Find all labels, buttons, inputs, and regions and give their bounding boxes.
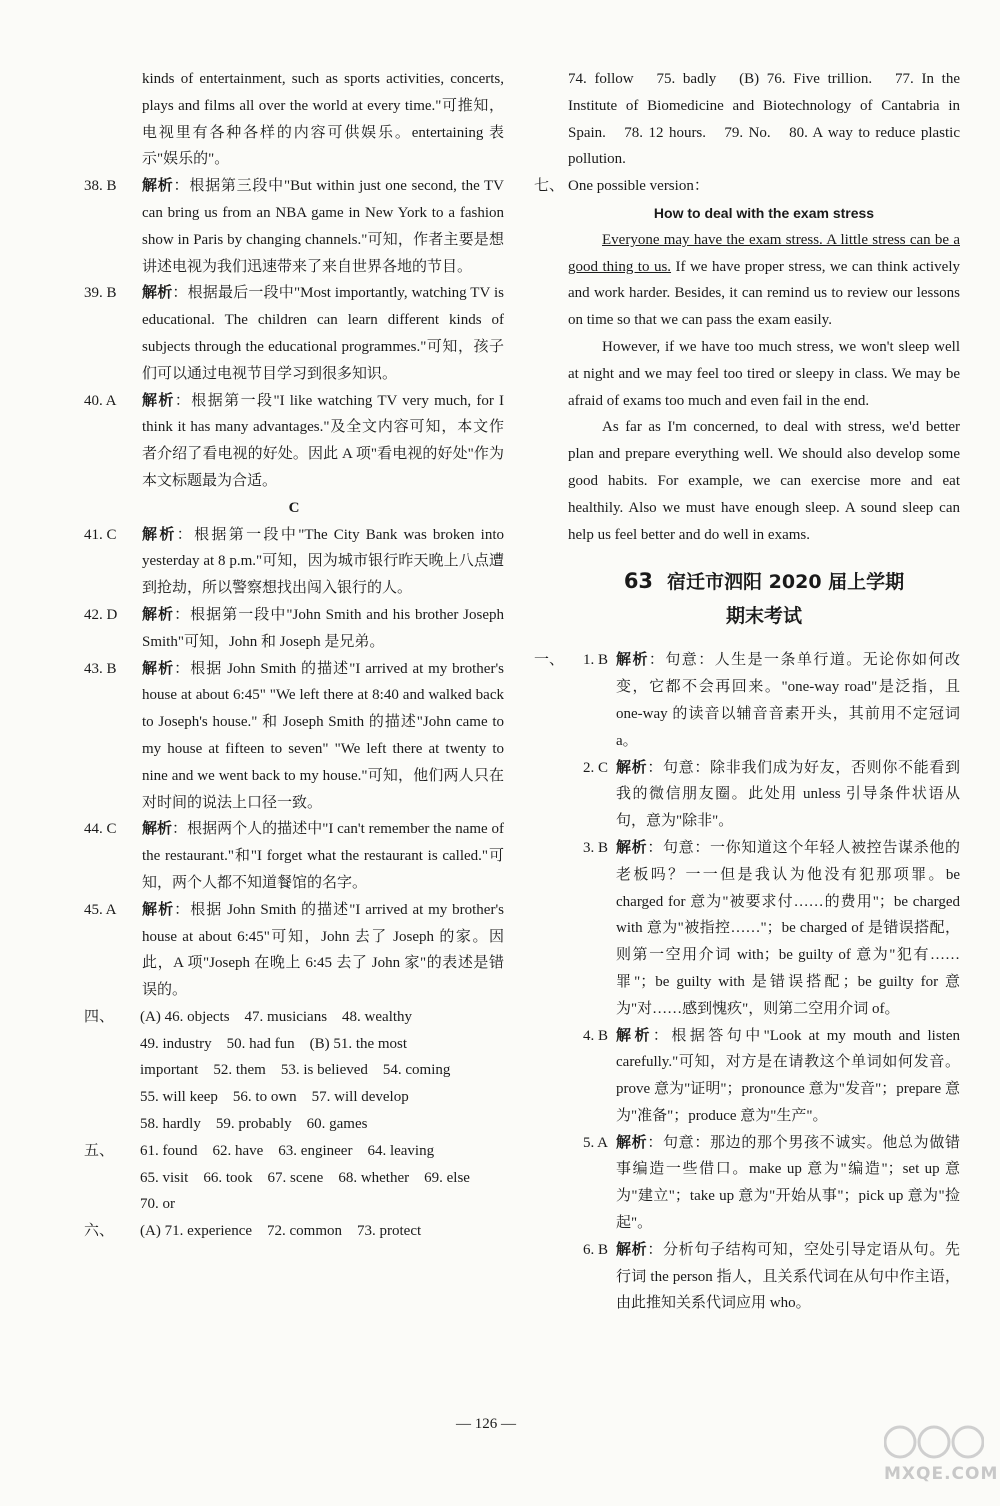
section-label: 七、	[534, 178, 565, 195]
section-7-heading	[534, 173, 960, 200]
answer-number: 6. B	[582, 1241, 608, 1258]
answer-number: 39. B	[84, 285, 117, 302]
answer-line: 58. hardly 59. probably 60. games	[140, 1116, 368, 1133]
section-label: 一、	[534, 652, 565, 669]
answer-line: 61. found 62. have 63. engineer 64. leaving	[140, 1142, 435, 1159]
exam-title-line-1: 宿迁市泗阳 2020 届上学期	[667, 571, 905, 594]
essay-paragraph-2: However, if we have too much stress, we won't sleep well at night and we may feel too tired or sleepy in class. We may be afraid of exams too much and even fail in the end.	[568, 338, 960, 409]
answer-line: 49. industry 50. had fun (B) 51. the most	[140, 1035, 408, 1052]
answer-line: (A) 46. objects 47. musicians 48. wealthy	[140, 1008, 413, 1025]
answer-line: important 52. them 53. is believed 54. coming	[140, 1062, 451, 1079]
analysis-label: 解析	[142, 660, 175, 677]
answer-number: 45. A	[84, 901, 117, 918]
analysis-text: ：根据 John Smith 的描述"I arrived at my brother's house at about 6:45" "We left there at 8:40 and walked back to Joseph's house." 和 Joseph Smith 的描述"John came to my house at fifteen to seven" "We left there at twenty to nine and we went back to my house."可知，他们两人只在对时间的说法上口径一致。	[142, 660, 504, 811]
section-6-continuation: 74. follow 75. badly (B) 76. Five trillion. 77. In the Institute of Biomedicine and Biotechnology of Cantabria in Spain. 78. 12 hours. 79. No. 80. A way to reduce plastic pollution.	[568, 71, 960, 168]
answer-line: 65. visit 66. took 67. scene 68. whether 69. else	[140, 1169, 470, 1186]
answer-number: 2. C	[582, 759, 608, 776]
exam-title-line-2: 期末考试	[725, 605, 802, 628]
analysis-label: 解析	[616, 759, 648, 776]
analysis-text: ：根据两个人的描述中"I can't remember the name of the restaurant."和"I forget what the restaurant is called."可知，两个人都不知道餐馆的名字。	[142, 821, 504, 891]
answer-5	[568, 1130, 960, 1237]
analysis-text: ：根据第一段"I like watching TV very much, for I think it has many advantages."及全文内容可知，本文作者介绍了看电视的好处。因此 A 项"看电视的好处"作为本文标题最为合适。	[142, 392, 504, 489]
answer-38	[84, 173, 504, 280]
answer-1	[534, 647, 960, 754]
right-column	[534, 66, 960, 1317]
analysis-text: ：句意：除非我们成为好友，否则你不能看到我的微信朋友圈。此处用 unless 引导条件状语从句，意为"除非"。	[616, 759, 960, 830]
analysis-label: 解析	[142, 821, 173, 838]
answer-line: 55. will keep 56. to own 57. will develop	[140, 1089, 409, 1106]
analysis-label: 解析	[142, 606, 175, 623]
answer-4	[568, 1023, 960, 1130]
answer-number: 43. B	[84, 660, 117, 677]
analysis-label: 解析	[142, 901, 175, 918]
q37-continuation: kinds of entertainment, such as sports activities, concerts, plays and films all over the world at every time."可推知，电视里有各种各样的内容可供娱乐。entertaining 表示"娱乐的"。	[142, 71, 504, 168]
section-label: 六、	[84, 1223, 115, 1240]
analysis-label: 解析	[616, 1241, 648, 1258]
analysis-text: ：根据第一段中"The City Bank was broken into yesterday at 8 p.m."可知，因为城市银行昨天晚上八点遭到抢劫，所以警察想找出闯入银行的人。	[142, 526, 504, 597]
section-c-heading: C	[288, 499, 300, 516]
analysis-label: 解析	[616, 652, 649, 669]
analysis-label: 解析	[616, 1134, 648, 1151]
underlined-sentence: Everyone may have the exam stress. A little stress can be a good thing to us.	[568, 231, 960, 275]
exam-heading	[568, 564, 960, 633]
analysis-text: ：根据第三段中"But within just one second, the TV can bring us from an NBA game in New York to a fashion show in Paris by changing channels."可知，作者主要是想讲述电视为我们迅速带来了来自世界各地的节目。	[142, 178, 504, 275]
analysis-text: ：分析句子结构可知，空处引导定语从句。先行词 the person 指人，且关系代词在从句中作主语，由此推知关系代词应用 who。	[616, 1241, 960, 1312]
answer-number: 41. C	[84, 526, 117, 543]
answer-45	[84, 897, 504, 1004]
analysis-text: ：句意：那边的那个男孩不诚实。他总为做错事编造一些借口。make up 意为"编造"；set up 意为"建立"；take up 意为"开始从事"；pick up 意为"捡起"。	[616, 1134, 960, 1232]
essay-title: How to deal with the exam stress	[653, 204, 875, 221]
answer-40	[84, 388, 504, 495]
answer-number: 1. B	[582, 652, 608, 669]
answer-number: 44. C	[84, 821, 117, 838]
answer-42	[84, 602, 504, 656]
analysis-label: 解析	[142, 392, 175, 409]
answer-43	[84, 656, 504, 817]
analysis-text: ：根据 John Smith 的描述"I arrived at my brother's house at about 6:45"可知，John 去了 Joseph 的家。因此，A 项"Joseph 在晚上 6:45 去了 John 家"的表述是错误的。	[142, 901, 504, 999]
answer-2	[568, 755, 960, 835]
analysis-label: 解析	[616, 839, 648, 856]
essay-paragraph-1	[568, 227, 960, 334]
analysis-text: ：根据最后一段中"Most importantly, watching TV is educational. The children can learn different kinds of subjects through the educational programmes."可知，孩子们可以通过电视节目学习到很多知识。	[142, 285, 504, 382]
analysis-label: 解析	[142, 526, 177, 543]
analysis-label: 解析	[142, 285, 173, 302]
section-label: 四、	[84, 1008, 115, 1025]
answer-3	[568, 835, 960, 1023]
answer-number: 5. A	[582, 1134, 608, 1151]
exam-number: 63	[623, 569, 654, 594]
analysis-text: ：根据第一段中"John Smith and his brother Joseph Smith"可知，John 和 Joseph 是兄弟。	[142, 606, 504, 650]
answer-39	[84, 280, 504, 387]
section-6-answers	[84, 1218, 504, 1245]
watermark-badge-icon	[884, 1418, 984, 1464]
essay-paragraph-3: As far as I'm concerned, to deal with stress, we'd better plan and prepare everything well. We should also develop some good habits. For example, we can exercise more and eat healthily. Also we must have enough sleep. A sound sleep can help us feel better and do well in exams.	[568, 419, 960, 543]
answer-6	[568, 1237, 960, 1317]
section-text: One possible version：	[568, 178, 709, 195]
essay-text: If we have proper stress, we can think actively and work harder. Besides, it can remind us to review our lessons on time so that we can pass the exam easily.	[568, 258, 960, 329]
answer-number: 38. B	[84, 178, 117, 195]
analysis-text: ：句意：人生是一条单行道。无论你如何改变，它都不会再回来。"one-way road"是泛指，且 one-way 的读音以辅音音素开头，其前用不定冠词a。	[616, 652, 960, 749]
answer-number: 40. A	[84, 392, 117, 409]
answer-number: 3. B	[582, 839, 608, 856]
analysis-text: ：根据答句中"Look at my mouth and listen carefully."可知，对方是在请教这个单词如何发音。prove 意为"证明"；pronounce 意为"发音"；prepare 意为"准备"；produce 意为"生产"。	[616, 1027, 960, 1124]
section-4-answers	[84, 1004, 504, 1138]
left-column	[84, 66, 504, 1245]
watermark-logo	[884, 1418, 999, 1488]
answer-line: (A) 71. experience 72. common 73. protect	[140, 1223, 422, 1240]
analysis-label: 解析	[616, 1027, 653, 1044]
watermark-text: MXQE.COM	[884, 1464, 999, 1484]
analysis-label: 解析	[142, 178, 174, 195]
page-number: — 126 —	[456, 1416, 516, 1432]
answer-line: 70. or	[140, 1196, 175, 1213]
section-label: 五、	[84, 1142, 115, 1159]
answer-41	[84, 522, 504, 602]
answer-number: 42. D	[84, 606, 118, 623]
analysis-text: ：句意：一你知道这个年轻人被控告谋杀他的老板吗？一一但是我认为他没有犯那项罪。be charged for 意为"被要求付……的费用"；be charged with 意为"被指控……"；be charged of 是错误搭配，则第一空用介词 with；be guilty of 意为"犯有……罪"；be guilty with 是错误搭配；be guilty for 意为"对……感到愧疚"，则第二空用介词 of。	[616, 839, 960, 1017]
answer-number: 4. B	[582, 1027, 608, 1044]
section-5-answers	[84, 1138, 504, 1218]
answer-44	[84, 816, 504, 896]
